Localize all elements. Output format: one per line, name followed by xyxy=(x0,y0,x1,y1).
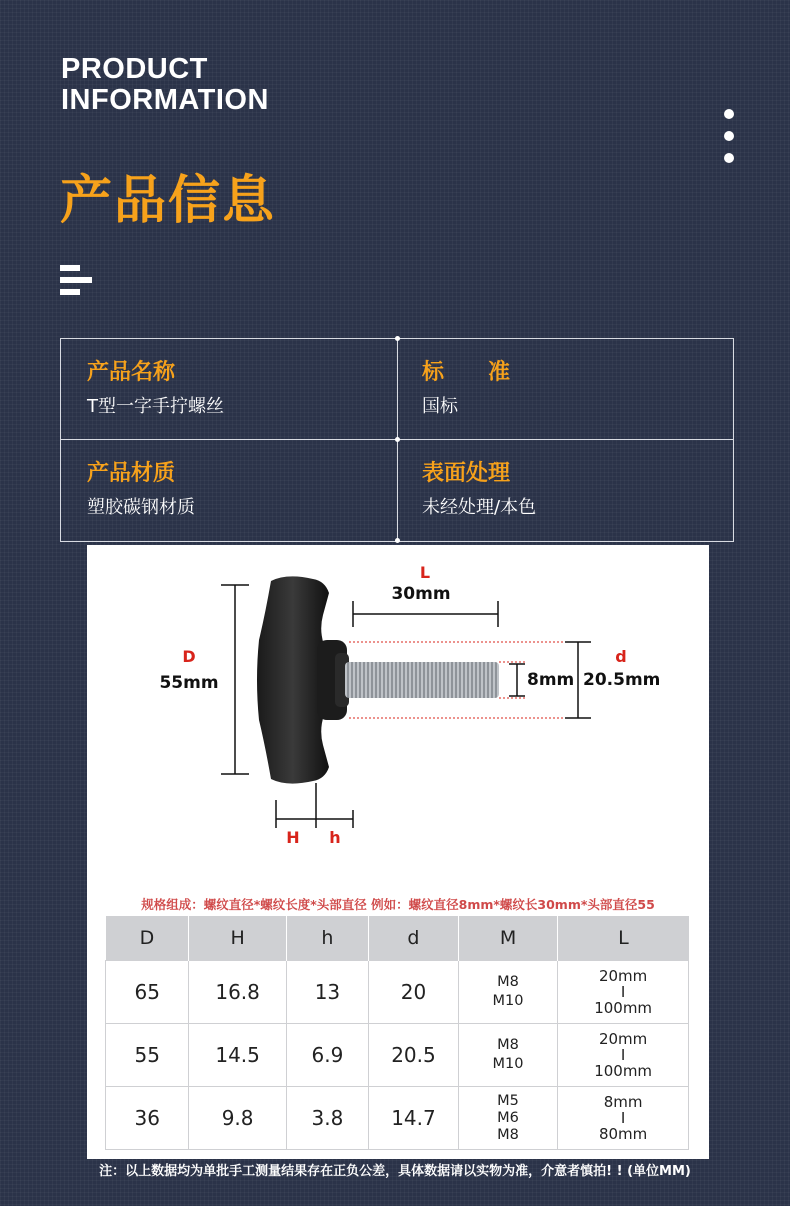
cell-d: 20 xyxy=(369,961,459,1024)
length-separator: I xyxy=(620,1109,626,1127)
product-info-table xyxy=(60,338,734,542)
decor-dot xyxy=(395,437,400,442)
cell-d: 20.5 xyxy=(369,1024,459,1087)
cell-h: 6.9 xyxy=(286,1024,368,1087)
english-title-line2: INFORMATION xyxy=(61,84,269,116)
info-label: 产品名称 xyxy=(87,360,176,385)
dimension-H-h xyxy=(276,783,353,828)
length-to: 100mm xyxy=(594,1062,653,1080)
info-label: 表面处理 xyxy=(422,461,511,486)
measurement-footnote: 注：以上数据均为单批手工测量结果存在正负公差，具体数据请以实物为准，介意者慎拍! ! (单位MM) xyxy=(99,1164,691,1179)
thread-size: M8 xyxy=(497,1037,519,1053)
length-to: 80mm xyxy=(598,1125,648,1143)
cell-H: 9.8 xyxy=(189,1087,286,1150)
thread-size: M8 xyxy=(497,1126,519,1143)
length-from: 20mm xyxy=(598,1030,648,1048)
cell-H: 16.8 xyxy=(189,961,286,1024)
column-header: L xyxy=(558,916,689,961)
info-cell-standard xyxy=(422,359,510,419)
L-value: 30mm xyxy=(391,584,451,604)
menu-lines-icon xyxy=(60,265,92,295)
cell-L xyxy=(558,961,689,1024)
cell-D: 65 xyxy=(106,961,189,1024)
english-title xyxy=(61,54,269,116)
dimension-D xyxy=(221,585,249,774)
info-value: 国标 xyxy=(422,396,458,417)
spec-table xyxy=(105,916,689,1150)
dimension-thread xyxy=(509,664,525,696)
cell-D: 36 xyxy=(106,1087,189,1150)
info-value: T型一字手拧螺丝 xyxy=(87,396,224,417)
D-label: D xyxy=(182,647,196,666)
more-dots-icon xyxy=(724,109,734,175)
thread-size: M10 xyxy=(492,1056,524,1072)
thread-size: M6 xyxy=(497,1109,519,1126)
cell-D: 55 xyxy=(106,1024,189,1087)
column-header: d xyxy=(369,916,459,961)
cell-H: 14.5 xyxy=(189,1024,286,1087)
info-label: 标 准 xyxy=(422,360,511,385)
info-value: 未经处理/本色 xyxy=(422,497,537,518)
h-label: h xyxy=(329,828,341,847)
cell-h: 13 xyxy=(286,961,368,1024)
info-cell-name xyxy=(87,359,224,419)
decor-dot xyxy=(395,336,400,341)
H-label: H xyxy=(286,828,300,847)
cell-d: 14.7 xyxy=(369,1087,459,1150)
table-row xyxy=(106,1087,689,1150)
cell-h: 3.8 xyxy=(286,1087,368,1150)
spec-composition-note: 规格组成：螺纹直径*螺纹长度*头部直径 例如：螺纹直径8mm*螺纹长30mm*头部直径55 xyxy=(141,897,655,912)
column-header: M xyxy=(458,916,557,961)
info-label: 产品材质 xyxy=(87,461,176,486)
length-from: 20mm xyxy=(598,967,648,985)
table-row xyxy=(106,961,689,1024)
cell-M xyxy=(458,961,557,1024)
info-cell-material xyxy=(87,460,195,520)
chinese-title: 产品信息 xyxy=(60,171,277,231)
D-value: 55mm xyxy=(159,673,219,693)
length-separator: I xyxy=(620,983,626,1001)
thread-size: M8 xyxy=(497,974,519,990)
column-header: h xyxy=(286,916,368,961)
cell-M xyxy=(458,1087,557,1150)
table-row xyxy=(106,1024,689,1087)
thread-size: M10 xyxy=(492,993,524,1009)
column-header: H xyxy=(189,916,286,961)
thread-value: 8mm xyxy=(527,670,575,690)
decor-dot xyxy=(395,538,400,543)
info-value: 塑胶碳钢材质 xyxy=(87,497,195,518)
english-title-line1: PRODUCT xyxy=(61,53,208,85)
cell-L xyxy=(558,1087,689,1150)
screw-dimension-diagram xyxy=(87,545,709,895)
length-to: 100mm xyxy=(594,999,653,1017)
spec-panel xyxy=(87,545,709,1159)
cell-M xyxy=(458,1024,557,1087)
d-value: 20.5mm xyxy=(583,670,661,690)
thread-size: M5 xyxy=(497,1092,519,1109)
L-label: L xyxy=(419,563,431,582)
cell-L xyxy=(558,1024,689,1087)
column-header: D xyxy=(106,916,189,961)
length-separator: I xyxy=(620,1046,626,1064)
dimension-L xyxy=(353,601,498,627)
info-cell-surface xyxy=(422,460,536,520)
table-header-row xyxy=(106,916,689,961)
screw-thread xyxy=(345,662,499,698)
d-label: d xyxy=(615,647,627,666)
length-from: 8mm xyxy=(603,1093,643,1111)
